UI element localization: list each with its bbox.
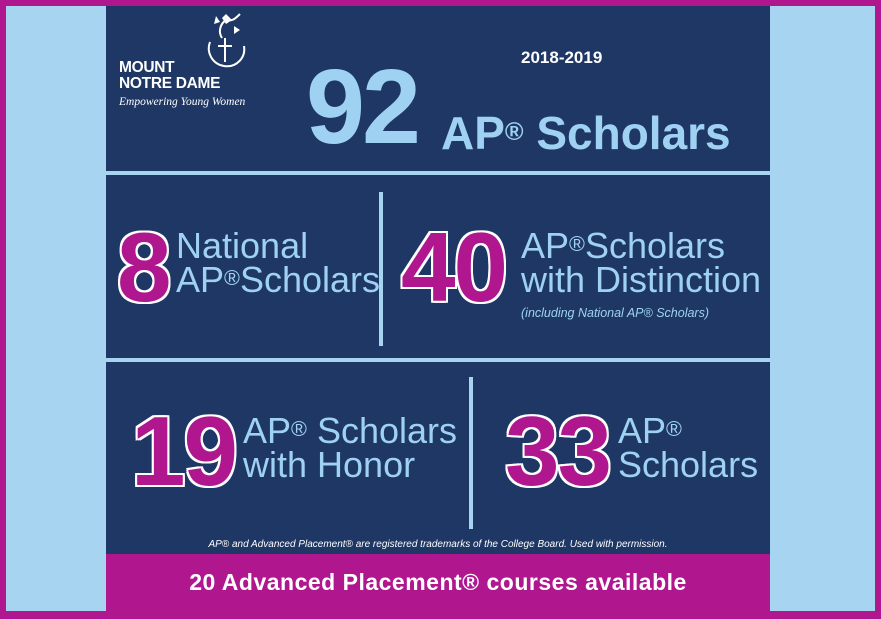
national-number: 8 (117, 212, 170, 322)
logo-name-line2: NOTRE DAME (119, 75, 221, 92)
national-scholars: Scholars (239, 259, 381, 300)
honor-line1 (243, 410, 458, 451)
scholars-label (618, 410, 759, 485)
total-scholars-label (441, 107, 731, 159)
scholars-line1 (618, 410, 758, 451)
right-light-blue-band (770, 6, 875, 611)
distinction-label (521, 225, 762, 300)
honor-ap: AP (243, 410, 292, 451)
national-reg-mark: ® (224, 264, 240, 290)
trademark-notice: AP® and Advanced Placement® are registered trademarks of the College Board. Used with permission. (208, 539, 668, 550)
national-line2 (176, 259, 381, 300)
scholars-line2: Scholars (618, 444, 759, 485)
courses-banner: 20 Advanced Placement® courses available (106, 554, 770, 611)
scholars-number: 33 (505, 396, 611, 506)
left-light-blue-band (6, 6, 106, 611)
logo-name-line1: MOUNT (119, 59, 175, 76)
logo-name (119, 60, 220, 92)
distinction-number: 40 (401, 212, 507, 322)
honor-line2: with Honor (243, 444, 416, 485)
distinction-ap: AP (521, 225, 570, 266)
divider-horizontal-bottom (106, 358, 770, 362)
national-ap: AP (176, 259, 225, 300)
distinction-note: (including National AP® Scholars) (521, 306, 710, 320)
honor-label (243, 410, 458, 485)
distinction-scholars: Scholars (584, 225, 726, 266)
national-line1: National (176, 225, 309, 266)
distinction-line2: with Distinction (521, 259, 762, 300)
scholars-reg-mark: ® (666, 415, 682, 441)
honor-number: 19 (131, 396, 237, 506)
distinction-reg-mark: ® (569, 230, 585, 256)
logo-tagline: Empowering Young Women (119, 96, 246, 108)
distinction-line1 (521, 225, 761, 266)
total-label-ap: AP (441, 107, 505, 159)
divider-vertical-lower (469, 377, 473, 529)
total-label-rest: Scholars (536, 107, 731, 159)
registered-mark: ® (504, 117, 524, 146)
divider-horizontal-top (106, 171, 770, 175)
total-scholars-number: 92 (306, 48, 418, 166)
scholars-ap: AP (618, 410, 667, 451)
national-label (176, 225, 381, 300)
school-year: 2018-2019 (521, 48, 603, 67)
honor-reg-mark: ® (291, 415, 307, 441)
honor-scholars: Scholars (316, 410, 458, 451)
